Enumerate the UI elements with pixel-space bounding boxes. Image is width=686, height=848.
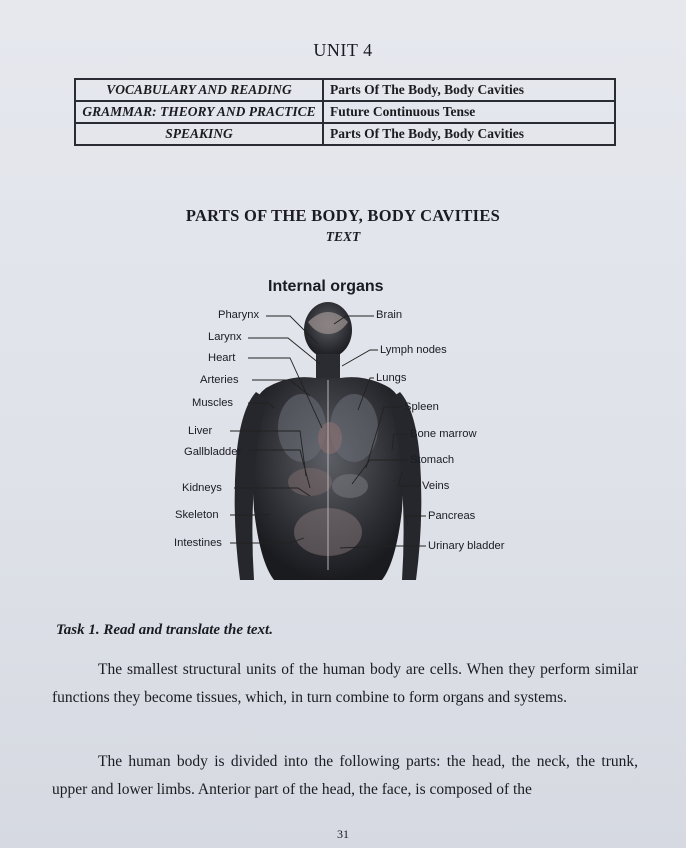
label-heart: Heart — [208, 352, 236, 364]
section-title: PARTS OF THE BODY, BODY CAVITIES — [185, 206, 501, 225]
diagram-title: Internal organs — [268, 278, 384, 295]
lesson-section-label: VOCABULARY AND READING — [75, 79, 323, 101]
lesson-table — [74, 78, 616, 146]
table-row — [75, 79, 615, 101]
table-row — [75, 123, 615, 145]
lesson-topic: Parts Of The Body, Body Cavities — [323, 123, 615, 145]
page-number: 31 — [337, 827, 349, 841]
label-pharynx: Pharynx — [218, 309, 260, 321]
label-spleen: Spleen — [404, 401, 439, 413]
label-lymph-nodes: Lymph nodes — [380, 344, 447, 356]
label-bone-marrow: Bone marrow — [410, 428, 477, 440]
neck-shape — [316, 354, 340, 380]
label-urinary-bladder: Urinary bladder — [428, 540, 505, 552]
section-subtitle: TEXT — [325, 229, 361, 244]
lesson-section-label: SPEAKING — [75, 123, 323, 145]
unit-title: UNIT 4 — [313, 40, 373, 60]
task-heading: Task 1. Read and translate the text. — [56, 622, 273, 638]
lesson-topic: Parts Of The Body, Body Cavities — [323, 79, 615, 101]
paragraph-text: The smallest structural units of the human body are cells. When they perform similar functions they become tissues, which, in turn combine to form organs and systems. — [52, 661, 638, 706]
lesson-topic: Future Continuous Tense — [323, 101, 615, 123]
label-muscles: Muscles — [192, 397, 234, 409]
table-row — [75, 101, 615, 123]
label-skeleton: Skeleton — [175, 509, 219, 521]
label-stomach: Stomach — [410, 454, 455, 466]
label-arteries: Arteries — [200, 374, 239, 386]
label-brain: Brain — [376, 309, 403, 321]
label-gallbladder: Gallbladder — [184, 446, 242, 458]
paragraph — [52, 748, 638, 804]
lesson-section-label: GRAMMAR: THEORY AND PRACTICE — [75, 101, 323, 123]
paragraph — [52, 656, 638, 712]
label-kidneys: Kidneys — [182, 482, 222, 494]
label-larynx: Larynx — [208, 331, 242, 343]
label-pancreas: Pancreas — [428, 510, 476, 522]
label-lungs: Lungs — [376, 372, 407, 384]
paragraph-text: The human body is divided into the following parts: the head, the neck, the trunk, upper and lower limbs. Anterior part of the head, the face, is composed of the — [52, 753, 638, 798]
label-intestines: Intestines — [174, 537, 222, 549]
label-veins: Veins — [422, 480, 450, 492]
label-liver: Liver — [188, 425, 213, 437]
